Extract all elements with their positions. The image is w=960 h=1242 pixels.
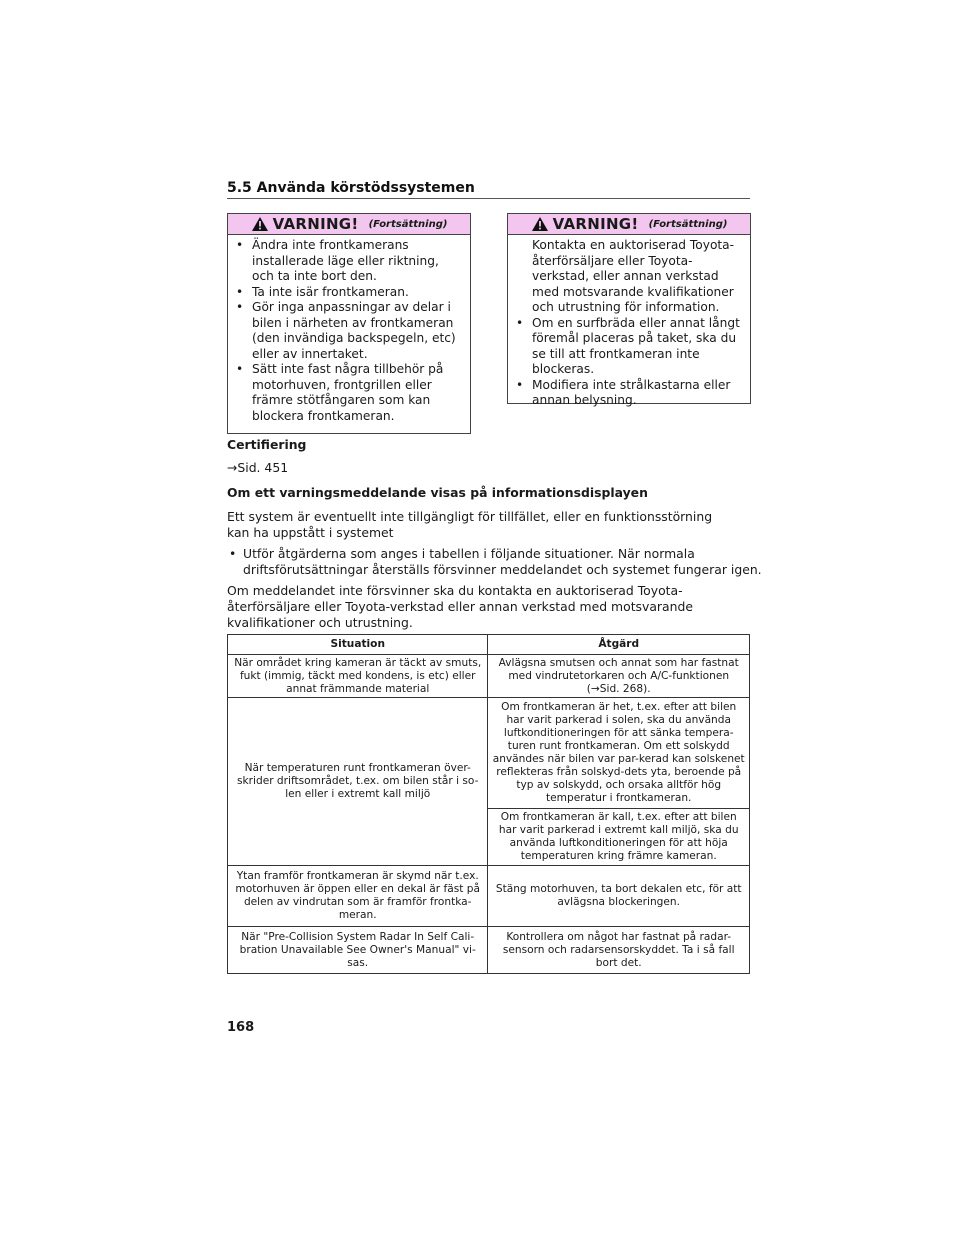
- warning-item: • Ta inte isär frontkameran.: [234, 285, 464, 301]
- table-header-row: [228, 635, 750, 655]
- warning-triangle-icon: [531, 216, 549, 232]
- table-cell-action: Kontrollera om något har fastnat på radar-sensorn och radarsensorskyddet. Ta i så fall bort det.: [488, 927, 750, 974]
- table-header-action: Åtgärd: [488, 635, 750, 655]
- warning-continuation: (Fortsättning): [648, 218, 728, 230]
- warning-item: • Gör inga anpassningar av delar i bilen i närheten av frontkameran (den invändiga backspegeln, etc) eller av innertaket.: [234, 300, 464, 362]
- warning-item: • Ändra inte frontkamerans installerade läge eller riktning, och ta inte bort den.: [234, 238, 464, 285]
- situation-table: [227, 634, 750, 974]
- table-cell-situation: När temperaturen runt frontkameran över-skrider driftsområdet, t.ex. om bilen står i so-len eller i extremt kall miljö: [228, 698, 488, 866]
- warning-message-intro: Ett system är eventuellt inte tillgängligt för tillfället, eller en funktionsstörning kan ha uppstått i systemet: [227, 509, 713, 540]
- table-cell-situation: Ytan framför frontkameran är skymd när t.ex. motorhuven är öppen eller en dekal är fäst på delen av vindrutan som är framför frontka-meran.: [228, 866, 488, 927]
- table-row: [228, 927, 750, 974]
- warning-header: [508, 214, 750, 235]
- warning-title: VARNING!: [552, 215, 639, 233]
- warning-message-bullet: • Utför åtgärderna som anges i tabellen i följande situationer. När normala driftsförutsättningar återställs försvinner meddelandet och systemet fungerar igen.: [227, 546, 766, 578]
- warning-body: [228, 235, 470, 430]
- warning-box-left: [227, 213, 471, 434]
- warning-item: • Sätt inte fast några tillbehör på motorhuven, frontgrillen eller främre stötfångaren som kan blockera frontkameran.: [234, 362, 464, 424]
- table-cell-action: Om frontkameran är het, t.ex. efter att bilen har varit parkerad i solen, ska du använda luftkonditioneringen för att sänka tempera-turen runt frontkameran. Om ett solskydd användes när bilen var par-kerad kan solskenet reflekteras från solskyd-dets yta, beroende på typ av solskydd, och orsaka alltför hög temperatur i frontkameran.: [488, 698, 750, 809]
- table-row: [228, 866, 750, 927]
- warning-message-heading: Om ett varningsmeddelande visas på informationsdisplayen: [227, 485, 648, 500]
- table-cell-action: Avlägsna smutsen och annat som har fastnat med vindrutetorkaren och A/C-funktionen (→Sid. 268).: [488, 655, 750, 698]
- warning-triangle-icon: [251, 216, 269, 232]
- section-header: 5.5 Använda körstödssystemen: [227, 180, 750, 199]
- warning-header: [228, 214, 470, 235]
- table-row: [228, 698, 750, 809]
- warning-message-outro: Om meddelandet inte försvinner ska du kontakta en auktoriserad Toyota-återförsäljare eller Toyota-verkstad eller annan verkstad med motsvarande kvalifikationer och utrustning.: [227, 583, 693, 630]
- page-number: 168: [227, 1020, 255, 1035]
- warning-box-right: [507, 213, 751, 407]
- certifiering-ref-link[interactable]: →Sid. 451: [227, 460, 289, 475]
- table-row: [228, 655, 750, 698]
- warning-body: [508, 235, 750, 415]
- warning-continuation: (Fortsättning): [368, 218, 448, 230]
- certifiering-heading: Certifiering: [227, 437, 307, 452]
- table-cell-action: Om frontkameran är kall, t.ex. efter att bilen har varit parkerad i extremt kall miljö, ska du använda luftkonditioneringen för att höja temperaturen kring främre kameran.: [488, 809, 750, 866]
- warning-title: VARNING!: [272, 215, 359, 233]
- table-cell-action: Stäng motorhuven, ta bort dekalen etc, för att avlägsna blockeringen.: [488, 866, 750, 927]
- table-cell-situation: När "Pre-Collision System Radar In Self Cali-bration Unavailable See Owner's Manual" vi-sas.: [228, 927, 488, 974]
- warning-item: • Om en surfbräda eller annat långt föremål placeras på taket, ska du se till att frontkameran inte blockeras.: [514, 316, 744, 378]
- table-header-situation: Situation: [228, 635, 488, 655]
- table-cell-situation: När området kring kameran är täckt av smuts, fukt (immig, täckt med kondens, is etc) eller annat främmande material: [228, 655, 488, 698]
- warning-lead: Kontakta en auktoriserad Toyota-återförsäljare eller Toyota-verkstad, eller annan verkstad med motsvarande kvalifikationer och utrustning för information.: [532, 238, 735, 314]
- warning-item: • Modifiera inte strålkastarna eller annan belysning.: [514, 378, 744, 409]
